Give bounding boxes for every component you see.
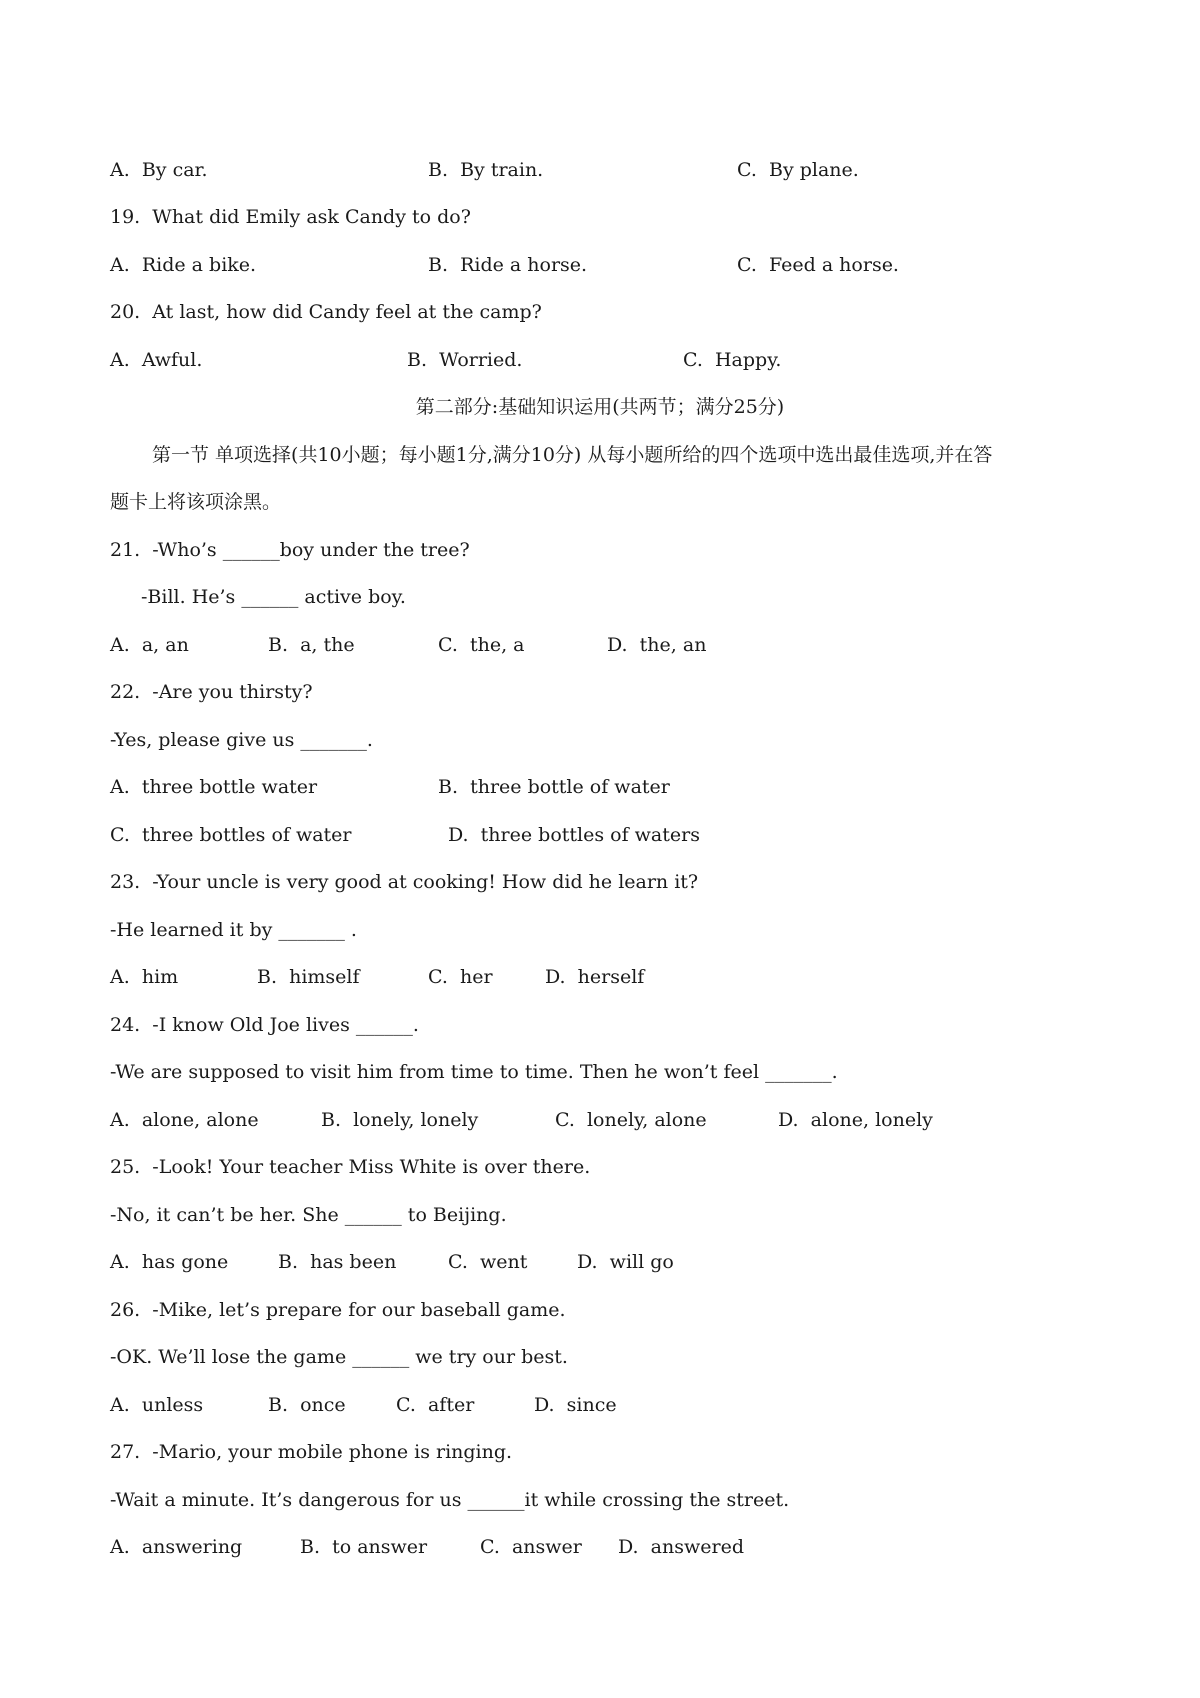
answer-option: D. since <box>534 1394 617 1416</box>
answer-option: A. him <box>110 966 179 988</box>
answer-option: C. three bottles of water <box>110 824 352 846</box>
section-heading: 第二部分:基础知识运用(共两节；满分25分) <box>415 396 785 418</box>
answer-option: B. once <box>268 1394 346 1416</box>
text-line: -Yes, please give us _______. <box>110 729 373 751</box>
text-line: 23. -Your uncle is very good at cooking! How did he learn it? <box>110 871 699 893</box>
text-line: -We are supposed to visit him from time to time. Then he won’t feel _______. <box>110 1061 838 1083</box>
answer-option: B. to answer <box>300 1536 428 1558</box>
answer-option: A. unless <box>110 1394 204 1416</box>
text-line: 题卡上将该项涂黑。 <box>110 491 282 513</box>
answer-option: C. answer <box>480 1536 582 1558</box>
answer-option: C. went <box>448 1251 528 1273</box>
options-row <box>0 250 1200 280</box>
answer-option: A. By car. <box>110 159 208 181</box>
text-line: 24. -I know Old Joe lives ______. <box>110 1014 419 1036</box>
options-row <box>0 772 1200 802</box>
answer-option: D. will go <box>577 1251 674 1273</box>
answer-option: A. three bottle water <box>110 776 318 798</box>
answer-option: B. three bottle of water <box>438 776 670 798</box>
answer-option: D. answered <box>618 1536 744 1558</box>
options-row <box>0 1532 1200 1562</box>
answer-option: B. Worried. <box>407 349 523 371</box>
text-line: 19. What did Emily ask Candy to do? <box>110 206 471 228</box>
answer-option: C. after <box>396 1394 475 1416</box>
text-line: 20. At last, how did Candy feel at the camp? <box>110 301 542 323</box>
answer-option: B. Ride a horse. <box>428 254 588 276</box>
answer-option: C. Feed a horse. <box>737 254 899 276</box>
answer-option: D. three bottles of waters <box>448 824 700 846</box>
answer-option: C. By plane. <box>737 159 859 181</box>
answer-option: A. answering <box>110 1536 243 1558</box>
text-line: -OK. We’ll lose the game ______ we try our best. <box>110 1346 568 1368</box>
answer-option: A. alone, alone <box>110 1109 259 1131</box>
answer-option: A. Awful. <box>110 349 203 371</box>
answer-option: D. the, an <box>607 634 707 656</box>
answer-option: B. lonely, lonely <box>321 1109 479 1131</box>
answer-option: C. her <box>428 966 493 988</box>
options-row <box>0 1105 1200 1135</box>
text-line: -Wait a minute. It’s dangerous for us ______it while crossing the street. <box>110 1489 790 1511</box>
text-line: 27. -Mario, your mobile phone is ringing. <box>110 1441 513 1463</box>
options-row <box>0 1247 1200 1277</box>
answer-option: A. a, an <box>110 634 189 656</box>
answer-option: B. a, the <box>268 634 355 656</box>
answer-option: A. has gone <box>110 1251 229 1273</box>
options-row <box>0 962 1200 992</box>
text-line: -Bill. He’s ______ active boy. <box>141 586 406 608</box>
text-line: 26. -Mike, let’s prepare for our baseball game. <box>110 1299 566 1321</box>
text-line: 21. -Who’s ______boy under the tree? <box>110 539 470 561</box>
answer-option: C. lonely, alone <box>555 1109 707 1131</box>
answer-option: D. herself <box>545 966 645 988</box>
answer-option: B. himself <box>257 966 360 988</box>
options-row <box>0 345 1200 375</box>
text-line: -He learned it by _______ . <box>110 919 357 941</box>
answer-option: A. Ride a bike. <box>110 254 257 276</box>
text-line: -No, it can’t be her. She ______ to Beijing. <box>110 1204 507 1226</box>
answer-option: C. the, a <box>438 634 525 656</box>
options-row <box>0 820 1200 850</box>
options-row <box>0 1390 1200 1420</box>
options-row <box>0 630 1200 660</box>
answer-option: B. has been <box>278 1251 397 1273</box>
answer-option: B. By train. <box>428 159 544 181</box>
answer-option: C. Happy. <box>683 349 782 371</box>
text-line: 第一节 单项选择(共10小题；每小题1分,满分10分) 从每小题所给的四个选项中选出最佳选项,并在答 <box>152 444 993 466</box>
answer-option: D. alone, lonely <box>778 1109 933 1131</box>
text-line: 22. -Are you thirsty? <box>110 681 313 703</box>
options-row <box>0 155 1200 185</box>
text-line: 25. -Look! Your teacher Miss White is over there. <box>110 1156 591 1178</box>
